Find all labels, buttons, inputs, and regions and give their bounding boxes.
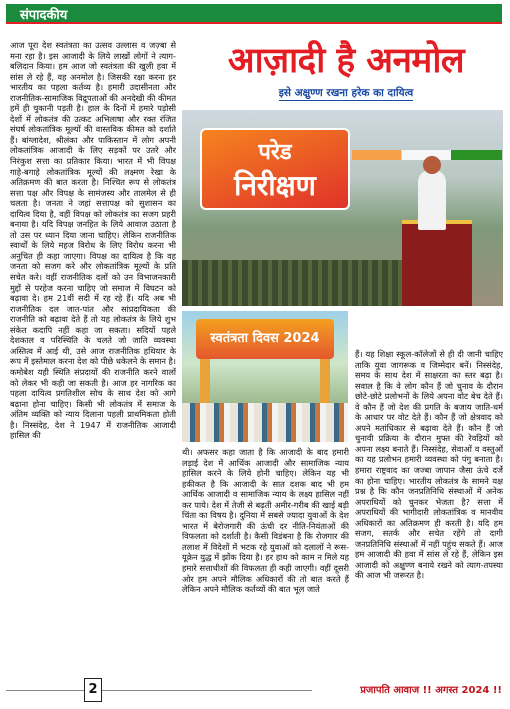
article-text-middle: थी। अफसर कहा जाता है कि आजादी के बाद हमारी लड़ाई देश में आर्थिक आजादी और सामाजिक न्याय हासिल करने के लिये होनी चाहिए। लेकिन यह भी हकीकत है कि आजादी के सात दशक बाद भी हम आर्थिक आजादी व सामाजिक न्याय के लक्ष्य हासिल नहीं कर पाये। देश में तेजी से बढ़ती अमीर-गरीब की खाई बड़ी चिंता का विषय है। दुनिया में सबसे ज्यादा युवाओं के देश भारत में बेरोजगारी की ऊंची दर नीति-नियंताओं की विफलता को दर्शाती है। कैसी विडंबना है कि रोजगार की तलाश में विदेशों में भटक रहे युवाओं को दलालों ने रूस-यूक्रेन युद्ध में झोंक दिया है। हर हाथ को काम न मिले यह हमारे सत्ताधीशों की विफलता ही कही जाएगी। वहीं दूसरी ओर हम अपने मौलिक अधिकारों की तो बात करते हैं लेकिन अपने मौलिक कर्तव्यों की बात भूल जाते [182, 447, 349, 595]
arch-post-left [200, 359, 210, 409]
marching-troops [182, 260, 402, 306]
banner-line-2: निरीक्षण [234, 169, 316, 202]
article-text-left: आज पूरा देश स्वतंत्रता का उत्सव उल्लास व जज़्बा से मना रहा है। इस आजादी के लिये लाखों लोगों ने त्याग-बलिदान किया। हम आज जो स्वतंत्रता की खुली हवा में सांस ले रहे हैं, वह अनमोल है। जिसकी रक्षा करना हर भारतीय का पहला कर्तव्य है। हमारी उदासीनता और राजनीतिक-सामाजिक विद्रूपताओं की अनदेखी की कीमत हमें ही चुकानी पड़ती है। हाल के दिनों में हमारे पड़ोसी देशों में लोकतंत्र की उत्कट अभिलाषा और रक्त रंजित संघर्ष लोकतांत्रिक मूल्यों की वास्तविक कीमत को दर्शाते हैं। बांग्लादेश, श्रीलंका और पाकिस्तान में लोग अपनी लोकतांत्रिक आजादी के लिए सड़कों पर उतरे और निरंकुश सत्ता का प्रतिकार किया। भारत में भी विपक्ष गाहे-बगाहे लोकतांत्रिक मूल्यों की लक्ष्मण रेखा के अतिक्रमण की बात करता है। निश्चित रूप से लोकतंत्र सत्ता पक्ष और विपक्ष के सामंजस्य और तालमेल से ही चलता है। जनता ने जहां सत्तापक्ष को सुशासन का दायित्व दिया है, वहीं विपक्ष को लोकतंत्र का सजग प्रहरी बनाया है। यदि विपक्ष जनहित के लिये आवाज उठाता है तो उस पर ध्यान दिया जाना चाहिए। लेकिन राजनीतिक स्वार्थों के लिये महज विरोध के लिए विरोध करना भी अनुचित ही कहा जाएगा। विपक्ष का दायित्व है कि वह जनता को सजग करे और लोकतांत्रिक मूल्यों के प्रति सचेत करे। वहीं राजनीतिक दलों को उन विभाजनकारी मुद्दों से परहेज करना चाहिए जो समाज में विघटन को बढ़ावा दे। हम 21वीं सदी में रह रहे हैं। यदि अब भी राजनीतिक दल जात-पांत और सांप्रदायिकता की राजनीति को बढ़ावा देते हैं तो यह लोकतंत्र के लिये शुभ संकेत कदापि नहीं कहा जा सकता। सदियों पहले देशकाल व परिस्थिति के चलते जो जाति व्यवस्था अस्तित्व में आई थी, उसे आज राजनीतिक हथियार के रूप में इस्तेमाल करना देश को पीछे धकेलने के समान है। कमोबेश यही स्थिति संप्रदायों की राजनीति करने वालों को लेकर भी कही जा सकती है। आज हर नागरिक का पहला दायित्व प्रगतिशील सोच के साथ देश को आगे बढ़ाना होना चाहिए। किसी भी लोकतंत्र में समाज के अंतिम व्यक्ति को न्याय दिलाना पहली प्राथमिकता होती है। निस्संदेह, देश ने 1947 में राजनीतिक आजादी हासिल की [10, 40, 176, 441]
dignitary-figure [418, 170, 446, 230]
section-title: संपादकीय [20, 8, 68, 23]
subheadline-text: इसे अक्षुण्ण रखना हरेक का दायित्व [278, 87, 414, 99]
section-header-bar [6, 4, 502, 24]
parade-inspection-photo [182, 110, 503, 306]
footer-divider-right [102, 690, 312, 691]
dignitary-head [423, 156, 441, 174]
celebration-arch [196, 319, 334, 359]
independence-day-photo [182, 311, 348, 442]
headline: आज़ादी है अनमोल [227, 41, 465, 81]
subheadline [188, 86, 504, 100]
footer-divider-left [6, 690, 84, 691]
banner-line-1: परेड [258, 140, 292, 165]
podium [402, 220, 472, 306]
article-text-right: हैं। यह शिक्षा स्कूल-कॉलेजों से ही दी जानी चाहिए ताकि युवा जागरूक व जिम्मेदार बनें। निस्संदेह, समय के साथ देश में साक्षरता का स्तर बढ़ा है। सवाल है कि वे लोग कौन हैं जो चुनाव के दौरान छोटे-छोटे प्रलोभनों के लिये अपना वोट बेच देते हैं। वे कौन हैं जो देश की प्रगति के बजाय जाति-धर्म के आधार पर वोट देते हैं। कौन हैं जो क्षेत्रवाद को अपने मतांधिकार से बढ़ावा देते हैं। कौन हैं जो चुनावी प्रक्रिया के दौरान मुफ्त की रेवड़ियों को अपना लक्ष्य बनाते हैं। निस्संदेह, सेवाओं व वस्तुओं का यह प्रलोभन हमारी व्यवस्था को पंगु बनाता है। हमारा राष्ट्रवाद का जज्बा जापान जैसा ऊंचे दर्जे का होना चाहिए। भारतीय लोकतंत्र के सामने यक्ष प्रश्न है कि कौन जनप्रतिनिधि संस्थाओं में अनेक अपराधियों को चुनकर भेजता है? सत्ता में अपराधियों की भागीदारी लोकतांत्रिक व मानवीय अधिकारों का अतिक्रमण ही करती है। यदि हम सजग, सतर्क और सचेत रहेंगे तो दागी जनप्रतिनिधि संस्थाओं में नहीं पहुंच सकते हैं। आज हम आजादी की हवा में सांस ले रहे हैं, लेकिन इस आजादी को अक्षुण्ण बनाये रखने को त्याग-तपस्या की आज भी जरूरत है। [355, 349, 503, 581]
arch-text: स्वतंत्रता दिवस 2024 [210, 331, 320, 346]
article-column-right [355, 349, 503, 674]
crowd [182, 403, 348, 442]
article-column-left [10, 40, 176, 674]
parade-banner [200, 128, 350, 210]
page-number: 2 [84, 678, 102, 702]
article-column-middle [182, 447, 349, 674]
footer-brand: प्रजापति आवाज !! अगस्त 2024 !! [360, 685, 502, 696]
arch-post-right [320, 359, 330, 409]
